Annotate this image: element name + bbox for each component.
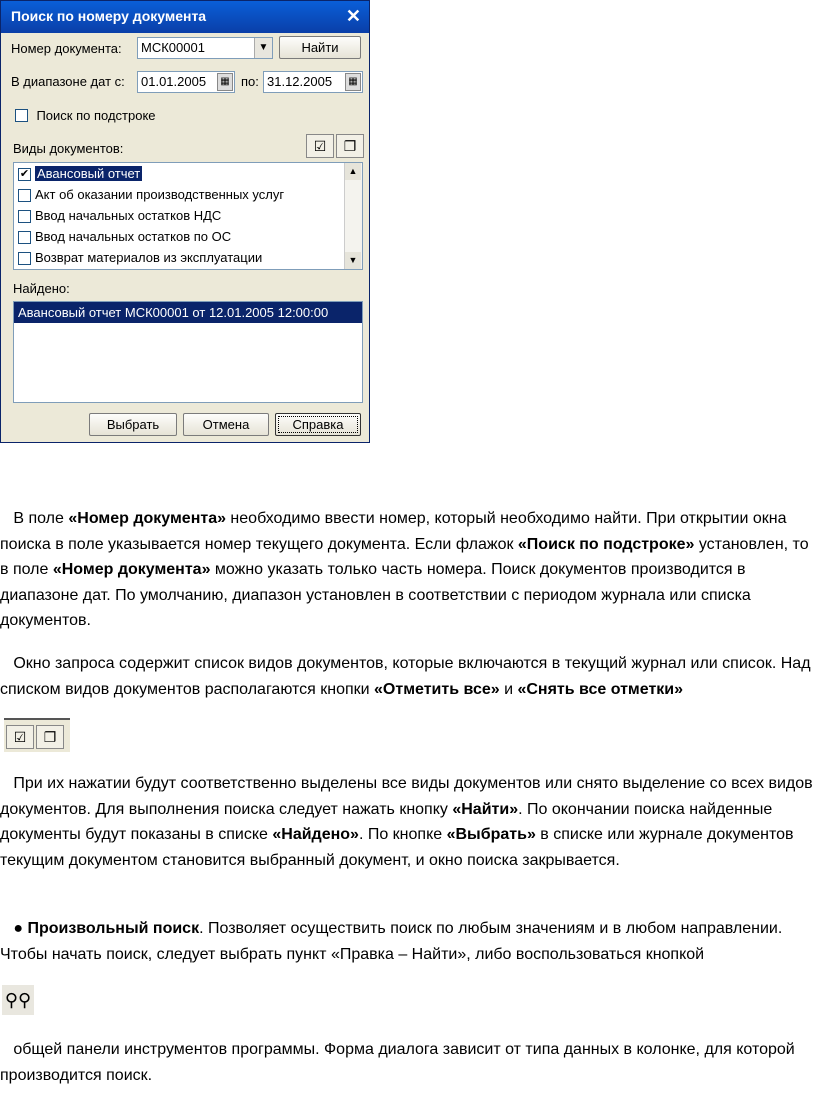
scroll-up-icon[interactable]: ▲ <box>345 163 361 180</box>
paragraph-2 <box>0 651 816 702</box>
text-segment: «Отметить все» <box>374 680 500 698</box>
doc-type-item[interactable] <box>14 184 362 205</box>
paragraph-4-text <box>0 920 782 963</box>
doc-types-list[interactable] <box>13 162 363 270</box>
text-segment: . Позволяет осуществить поиск по любым значениям и в любом направлении. Чтобы начать поиск, следует выбрать пункт «Правка – Найти», либо воспользоваться кнопкой <box>0 920 783 963</box>
uncheck-all-icon[interactable]: ❐ <box>336 134 364 158</box>
found-label: Найдено: <box>13 281 70 296</box>
check-all-icon[interactable]: ☑ <box>306 134 334 158</box>
doc-number-combo[interactable] <box>137 37 273 59</box>
paragraph-5 <box>0 1037 816 1088</box>
chevron-down-icon[interactable]: ▼ <box>254 38 272 58</box>
paragraph-4 <box>0 916 816 967</box>
doc-type-checkbox[interactable] <box>18 189 31 202</box>
dialog-title: Поиск по номеру документа <box>11 8 207 24</box>
doc-type-item[interactable] <box>14 205 362 226</box>
text-segment: Окно запроса содержит список видов документов, которые включаются в текущий журнал или список. Над списком видов документов располагаются кнопки <box>0 655 811 698</box>
paragraph-3 <box>0 771 816 873</box>
found-item[interactable]: Авансовый отчет МСК00001 от 12.01.2005 12:00:00 <box>14 302 362 323</box>
text-segment: в списке или журнале документов текущим документом становится выбранный документ, и окно поиска закрывается. <box>0 826 794 869</box>
check-all-icon: ☑ <box>6 725 34 749</box>
text-segment: «Снять все отметки» <box>517 680 684 698</box>
text-segment: «Найдено» <box>272 826 359 843</box>
text-segment: и <box>499 680 518 698</box>
date-from-label: В диапазоне дат с: <box>11 74 125 89</box>
text-segment: «Номер документа» <box>52 561 211 578</box>
text-segment: «Найти» <box>452 800 519 818</box>
doc-type-item[interactable] <box>14 226 362 247</box>
date-to-value: 31.12.2005 <box>267 74 333 89</box>
find-button[interactable]: Найти <box>279 36 361 59</box>
doc-type-checkbox[interactable] <box>18 231 31 244</box>
text-segment: установлен, то в поле <box>0 535 809 578</box>
calendar-icon[interactable]: ▦ <box>217 73 233 91</box>
text-segment: При их нажатии будут соответственно выделены все виды документов или снято выделение со всех видов документов. Для выполнения поиска следует нажать кнопку <box>0 775 813 818</box>
text-segment: можно указать только часть номера. Поиск документов производится в диапазоне дат. По умолчанию, диапазон установлен в соответствии с периодом журнала или списка документов. <box>0 561 751 629</box>
doc-number-value: МСК00001 <box>141 40 205 55</box>
text-segment: «Выбрать» <box>446 826 536 843</box>
select-button[interactable]: Выбрать <box>89 413 177 436</box>
substring-label: Поиск по подстроке <box>36 108 156 124</box>
doc-types-scrollbar[interactable] <box>344 163 362 269</box>
text-segment: ● Произвольный поиск <box>13 920 200 937</box>
text-segment: «Номер документа» <box>68 510 226 527</box>
text-segment: В поле <box>13 510 69 527</box>
substring-checkbox[interactable] <box>15 109 28 122</box>
date-from-value: 01.01.2005 <box>141 74 207 89</box>
binoculars-icon: ⚲⚲ <box>2 985 34 1015</box>
doc-type-label: Ввод начальных остатков по ОС <box>35 229 232 244</box>
text-segment: необходимо ввести номер, который необходимо найти. При открытии окна поиска в поле указывается номер текущего документа. Если флажок <box>0 510 787 553</box>
found-list[interactable] <box>13 301 363 403</box>
doc-type-checkbox[interactable]: ✔ <box>19 168 30 181</box>
doc-type-checkbox[interactable] <box>18 252 31 265</box>
date-from-field[interactable] <box>137 71 235 93</box>
calendar-icon[interactable]: ▦ <box>345 73 361 91</box>
dialog-titlebar <box>1 1 369 33</box>
paragraph-3-text <box>0 775 813 869</box>
doc-type-label: Возврат материалов из эксплуатации <box>35 250 263 265</box>
text-segment: общей панели инструментов программы. Форма диалога зависит от типа данных в колонке, для которой производится поиск. <box>0 1041 795 1084</box>
search-dialog <box>0 0 370 443</box>
close-icon[interactable]: ✕ <box>345 6 361 26</box>
text-segment: «Поиск по подстроке» <box>517 535 695 553</box>
uncheck-all-icon: ❐ <box>36 725 64 749</box>
cancel-button[interactable]: Отмена <box>183 413 269 436</box>
scroll-down-icon[interactable]: ▼ <box>345 252 361 269</box>
doc-type-item[interactable] <box>14 247 362 268</box>
help-button[interactable]: Справка <box>275 413 361 436</box>
doc-type-label: Авансовый отчет <box>37 166 141 181</box>
date-to-label: по: <box>241 74 259 89</box>
paragraph-1-text <box>0 510 809 629</box>
text-segment: . По окончании поиска найденные документы будут показаны в списке <box>0 800 773 843</box>
doc-type-item[interactable] <box>14 163 362 184</box>
date-to-field[interactable] <box>263 71 363 93</box>
doc-types-label: Виды документов: <box>13 141 124 156</box>
doc-type-label: Акт об оказании производственных услуг <box>35 187 285 202</box>
text-segment: . По кнопке <box>358 826 447 843</box>
substring-checkbox-row[interactable] <box>15 107 156 125</box>
doc-number-label: Номер документа: <box>11 41 122 56</box>
paragraph-1 <box>0 506 816 634</box>
doc-type-label: Ввод начальных остатков НДС <box>35 208 222 223</box>
paragraph-5-text <box>0 1041 795 1084</box>
doc-type-checkbox[interactable] <box>18 210 31 223</box>
paragraph-2-text <box>0 655 811 698</box>
mark-buttons-illustration <box>4 718 70 752</box>
